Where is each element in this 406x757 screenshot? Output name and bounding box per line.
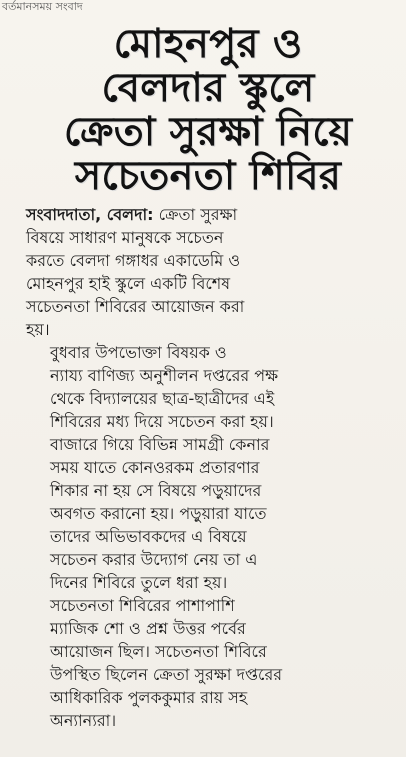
- paragraph-line: অবগত করানো হয়। পড়ুয়ারা যাতে: [50, 504, 267, 523]
- paragraph-line: সচেতনতা শিবিরের আয়োজন করা: [26, 297, 245, 316]
- headline-line: মোহনপুর ও: [113, 21, 303, 67]
- paragraph-line: শিবিরের মধ্য দিয়ে সচেতন করা হয়।: [50, 412, 274, 431]
- byline-line: [26, 203, 398, 226]
- paragraph-line: বুধবার উপভোক্তা বিষয়ক ও: [50, 343, 227, 362]
- headline-line: সচেতনতা শিবির: [74, 153, 342, 199]
- headline-line: বেলদার স্কুলে: [101, 65, 315, 111]
- paragraph-line: মোহনপুর হাই স্কুলে একটি বিশেষ: [26, 274, 231, 293]
- paragraph-line: তাদের অভিভাবকদের এ বিষয়ে: [50, 527, 247, 546]
- paragraph-line: হয়।: [26, 320, 50, 339]
- paragraph-line: বিষয়ে সাধারণ মানুষকে সচেতন: [26, 228, 224, 247]
- paragraph-1: [26, 203, 398, 341]
- headline-line: ক্রেতা সুরক্ষা নিয়ে: [63, 109, 353, 155]
- masthead-strip: বর্তমানসময় সংবাদ: [2, 0, 83, 13]
- paragraph-line: বাজারে গিয়ে বিভিন্ন সামগ্রী কেনার: [50, 435, 270, 454]
- paragraph-line: সচেতনতা শিবিরের পাশাপাশি: [50, 596, 235, 615]
- paragraph-line: আধিকারিক পুলককুমার রায় সহ: [50, 688, 248, 707]
- paragraph-line: দিনের শিবিরে তুলে ধরা হয়।: [50, 573, 228, 592]
- paragraph-2: [26, 341, 398, 732]
- paragraph-line: ক্রেতা সুরক্ষা: [153, 205, 238, 224]
- paragraph-line: উপস্থিত ছিলেন ক্রেতা সুরক্ষা দপ্তরের: [50, 665, 283, 684]
- paragraph-line: সময় যাতে কোনওরকম প্রতারণার: [50, 458, 260, 477]
- article-body: [26, 203, 398, 732]
- paragraph-line: শিকার না হয় সে বিষয়ে পড়ুয়াদের: [50, 481, 262, 500]
- paragraph-line: অন্যান্যরা।: [50, 711, 117, 730]
- paragraph-line: ম্যাজিক শো ও প্রশ্ন উত্তর পর্বের: [50, 619, 246, 638]
- paragraph-line: সচেতন করার উদ্যোগ নেয় তা এ: [50, 550, 258, 569]
- byline: সংবাদদাতা, বেলদা:: [26, 205, 154, 224]
- paragraph-line: থেকে বিদ্যালয়ের ছাত্র-ছাত্রীদের এই: [50, 389, 275, 408]
- paragraph-line: করতে বেলদা গঙ্গাধর একাডেমি ও: [26, 251, 241, 270]
- headline: [18, 22, 398, 198]
- paragraph-line: ন্যায্য বাণিজ্য অনুশীলন দপ্তরের পক্ষ: [50, 366, 279, 385]
- paragraph-line: আয়োজন ছিল। সচেতনতা শিবিরে: [50, 642, 267, 661]
